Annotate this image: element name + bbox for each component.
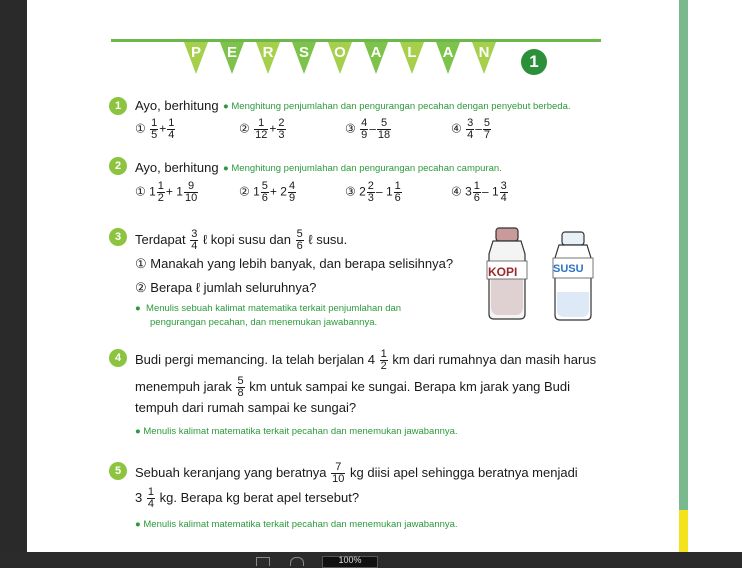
problem-item: ③ 2 $\frac{2}{3}$ – 1 $\frac{1}{6}$ <box>345 180 401 204</box>
problem-item <box>451 118 492 141</box>
banner-letter: E <box>226 44 237 61</box>
text-part: kg diisi apel sehingga beratnya menjadi <box>350 464 578 480</box>
item-index: ① <box>135 184 146 199</box>
text-part: km untuk sampai ke sungai. Berapa km jarak yang Budi <box>249 378 571 394</box>
item-index: ④ <box>451 121 462 136</box>
text-part: km dari rumahnya dan masih harus <box>392 351 597 367</box>
item-index: ③ <box>345 184 356 199</box>
banner-letter: L <box>407 44 417 61</box>
banner-flag <box>472 42 496 74</box>
text-part: Terdapat <box>135 231 186 247</box>
subquestion <box>135 256 453 272</box>
page-edge-stripe <box>679 0 688 552</box>
text-part: ℓ kopi susu dan <box>202 231 292 247</box>
page-edge-accent <box>679 510 688 552</box>
fraction: $\frac{4}{9}$ <box>288 180 296 204</box>
chapter-badge: 1 <box>521 49 547 75</box>
fraction: $\frac{2}{3}$ <box>367 180 374 204</box>
document-page <box>27 0 683 552</box>
sub-text: Berapa ℓ jumlah seluruhnya? <box>150 280 317 295</box>
operator: + <box>269 121 277 136</box>
problem-item: ① 1 $\frac{1}{2}$ + 1 $\frac{9}{10}$ <box>135 180 198 204</box>
question-text <box>135 229 347 252</box>
problem-item: ② 1 $\frac{5}{6}$ + 2 $\frac{4}{9}$ <box>239 180 296 204</box>
question-note: ● Menghitung penjumlahan dan pengurangan pecahan campuran. <box>223 163 502 174</box>
banner-letter: R <box>262 44 274 61</box>
fraction: $\frac{1}{4}$ <box>168 117 175 141</box>
operator: – <box>375 184 383 199</box>
banner-letter: A <box>370 44 382 61</box>
fraction: $\frac{1}{6}$ <box>473 180 480 204</box>
banner-flag <box>328 42 352 74</box>
question-text: tempuh dari rumah sampai ke sungai? <box>135 400 357 415</box>
text-part: kg. Berapa kg berat apel tersebut? <box>159 489 360 505</box>
fraction: $\frac{1}{4}$ <box>147 486 154 510</box>
fraction: $\frac{7}{10}$ <box>332 461 345 485</box>
fraction: $\frac{5}{6}$ <box>296 228 303 252</box>
fraction: $\frac{5}{8}$ <box>237 375 244 399</box>
zoom-input[interactable] <box>322 556 378 568</box>
banner-flag <box>292 42 316 74</box>
question-number: 5 <box>109 462 127 480</box>
question-number: 4 <box>109 349 127 367</box>
problem-item <box>345 118 392 141</box>
question-number: 3 <box>109 228 127 246</box>
fraction: $\frac{2}{3}$ <box>278 117 285 141</box>
question-note: ● Menulis kalimat matematika terkait pecahan dan menemukan jawabannya. <box>135 426 458 437</box>
banner-flag <box>436 42 460 74</box>
viewer-margin <box>683 0 742 552</box>
problem-item: ④ 3 $\frac{1}{6}$ – 1 $\frac{3}{4}$ <box>451 180 507 204</box>
banner-flag <box>184 42 208 74</box>
question-number: 1 <box>109 97 127 115</box>
fraction: $\frac{1}{2}$ <box>380 348 387 372</box>
problem-item <box>135 118 176 141</box>
question-text <box>135 487 359 510</box>
operator: + <box>165 184 173 199</box>
fraction: $\frac{5}{7}$ <box>483 117 491 141</box>
item-index: ② <box>239 184 250 199</box>
sub-text: Manakah yang lebih banyak, dan berapa selisihnya? <box>150 256 454 271</box>
item-index: ③ <box>345 121 356 136</box>
banner-letter: N <box>478 44 490 61</box>
fit-page-icon[interactable] <box>256 557 270 566</box>
operator: + <box>269 184 277 199</box>
text-part: ℓ susu. <box>308 231 348 247</box>
fraction: $\frac{1}{12}$ <box>255 117 268 141</box>
banner-letter: A <box>442 44 454 61</box>
susu-bottle-image <box>551 230 595 327</box>
problem-item <box>239 118 287 141</box>
banner-flag <box>256 42 280 74</box>
banner-flag <box>400 42 424 74</box>
fraction: $\frac{9}{10}$ <box>184 180 198 204</box>
fraction: $\frac{3}{4}$ <box>500 180 507 204</box>
fraction: $\frac{1}{5}$ <box>151 117 158 141</box>
zoom-out-icon[interactable] <box>290 557 304 566</box>
zoom-value: 100% <box>338 555 362 565</box>
question-title: Ayo, berhitung <box>135 98 219 113</box>
operator: – <box>475 121 482 136</box>
question-title: Ayo, berhitung <box>135 160 219 175</box>
question-number: 2 <box>109 157 127 175</box>
question-note: ● Menulis sebuah kalimat matematika terkait penjumlahan dan <box>135 303 402 314</box>
question-text <box>135 462 578 485</box>
text-part: 3 <box>135 489 143 505</box>
text-part: Budi pergi memancing. Ia telah berjalan 4 <box>135 351 375 367</box>
text-part: Sebuah keranjang yang beratnya <box>135 464 327 480</box>
subquestion <box>135 280 316 296</box>
item-index: ① <box>135 121 146 136</box>
item-index: ② <box>239 121 250 136</box>
fraction: $\frac{1}{2}$ <box>157 180 164 204</box>
question-note: ● Menghitung penjumlahan dan pengurangan pecahan dengan penyebut berbeda. <box>223 101 571 112</box>
sub-index: ① <box>135 256 147 271</box>
banner-flag <box>220 42 244 74</box>
question-text <box>135 349 605 372</box>
susu-label: SUSU <box>553 263 584 275</box>
fraction: $\frac{3}{4}$ <box>191 228 198 252</box>
operator: + <box>159 121 167 136</box>
text-part: menempuh jarak <box>135 378 232 394</box>
question-note: ● Menulis kalimat matematika terkait pecahan dan menemukan jawabannya. <box>135 519 458 530</box>
fraction: $\frac{3}{4}$ <box>467 117 474 141</box>
fraction: $\frac{1}{6}$ <box>394 180 401 204</box>
banner-letter: O <box>334 44 346 61</box>
banner-letter: S <box>298 44 309 61</box>
banner-letter: P <box>190 44 201 61</box>
fraction: $\frac{5}{18}$ <box>377 117 391 141</box>
item-index: ④ <box>451 184 462 199</box>
question-text <box>135 376 570 399</box>
fraction: $\frac{5}{6}$ <box>261 180 268 204</box>
operator: – <box>369 121 376 136</box>
operator: – <box>481 184 489 199</box>
fraction: $\frac{4}{9}$ <box>361 117 368 141</box>
kopi-label: KOPI <box>488 265 518 279</box>
question-note: pengurangan pecahan, dan menemukan jawabannya. <box>150 317 378 328</box>
sub-index: ② <box>135 280 147 295</box>
banner-flag <box>364 42 388 74</box>
